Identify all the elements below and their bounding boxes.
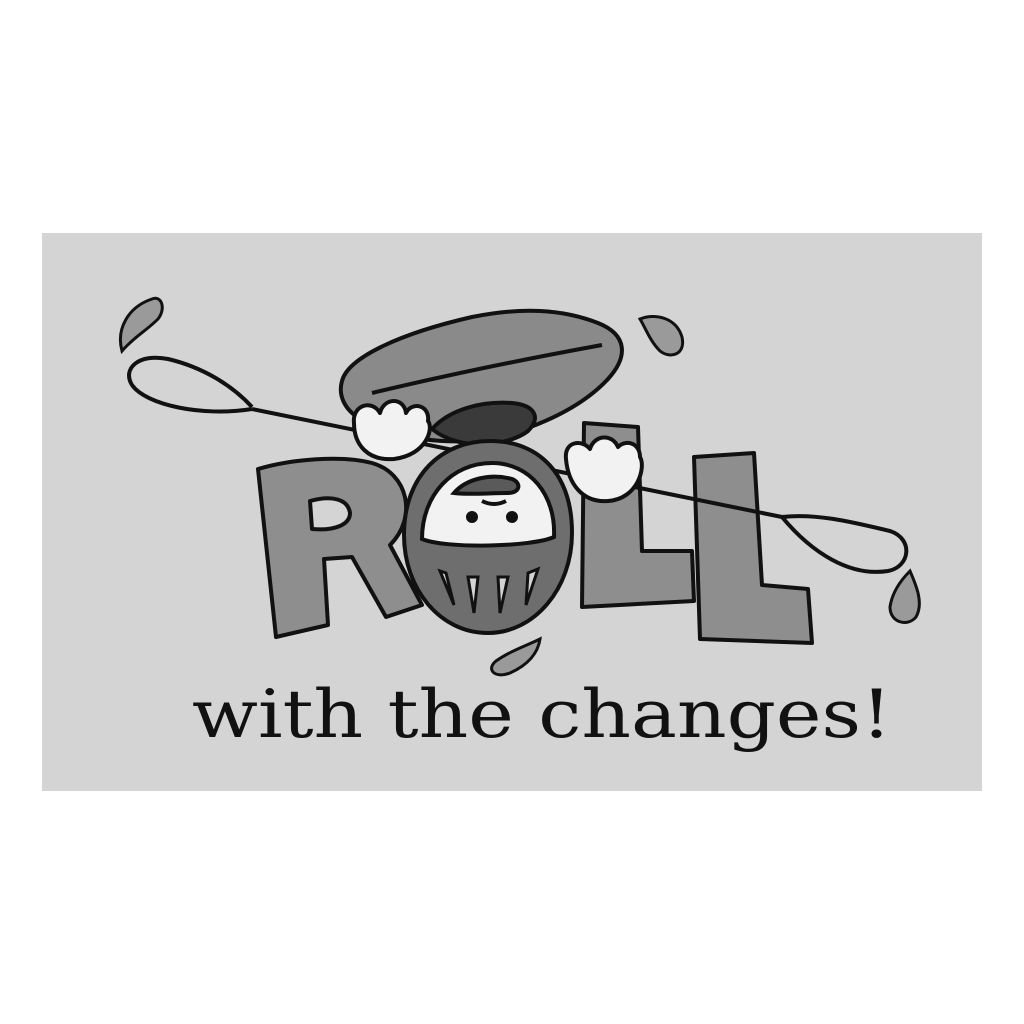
paddle-blade-left: [129, 358, 252, 412]
tagline-text: with the changes!: [192, 676, 892, 753]
water-drop-icon: [890, 571, 919, 622]
water-drop-icon: [120, 298, 162, 351]
roll-with-the-changes-illustration: [42, 233, 982, 791]
left-eye: [468, 513, 476, 521]
letter-l-second: [694, 453, 812, 643]
paddler: [404, 441, 572, 633]
left-hand: [354, 401, 430, 459]
illustration-card: [42, 233, 982, 791]
letter-r: [258, 459, 422, 637]
headline-text: ROLL: [510, 403, 514, 404]
letter-r-counter: [310, 498, 350, 529]
water-drop-icon: [640, 316, 683, 354]
water-drop-icon: [492, 639, 540, 675]
right-hand: [566, 437, 642, 501]
right-eye: [508, 513, 516, 521]
paddle-blade-right: [782, 516, 906, 572]
